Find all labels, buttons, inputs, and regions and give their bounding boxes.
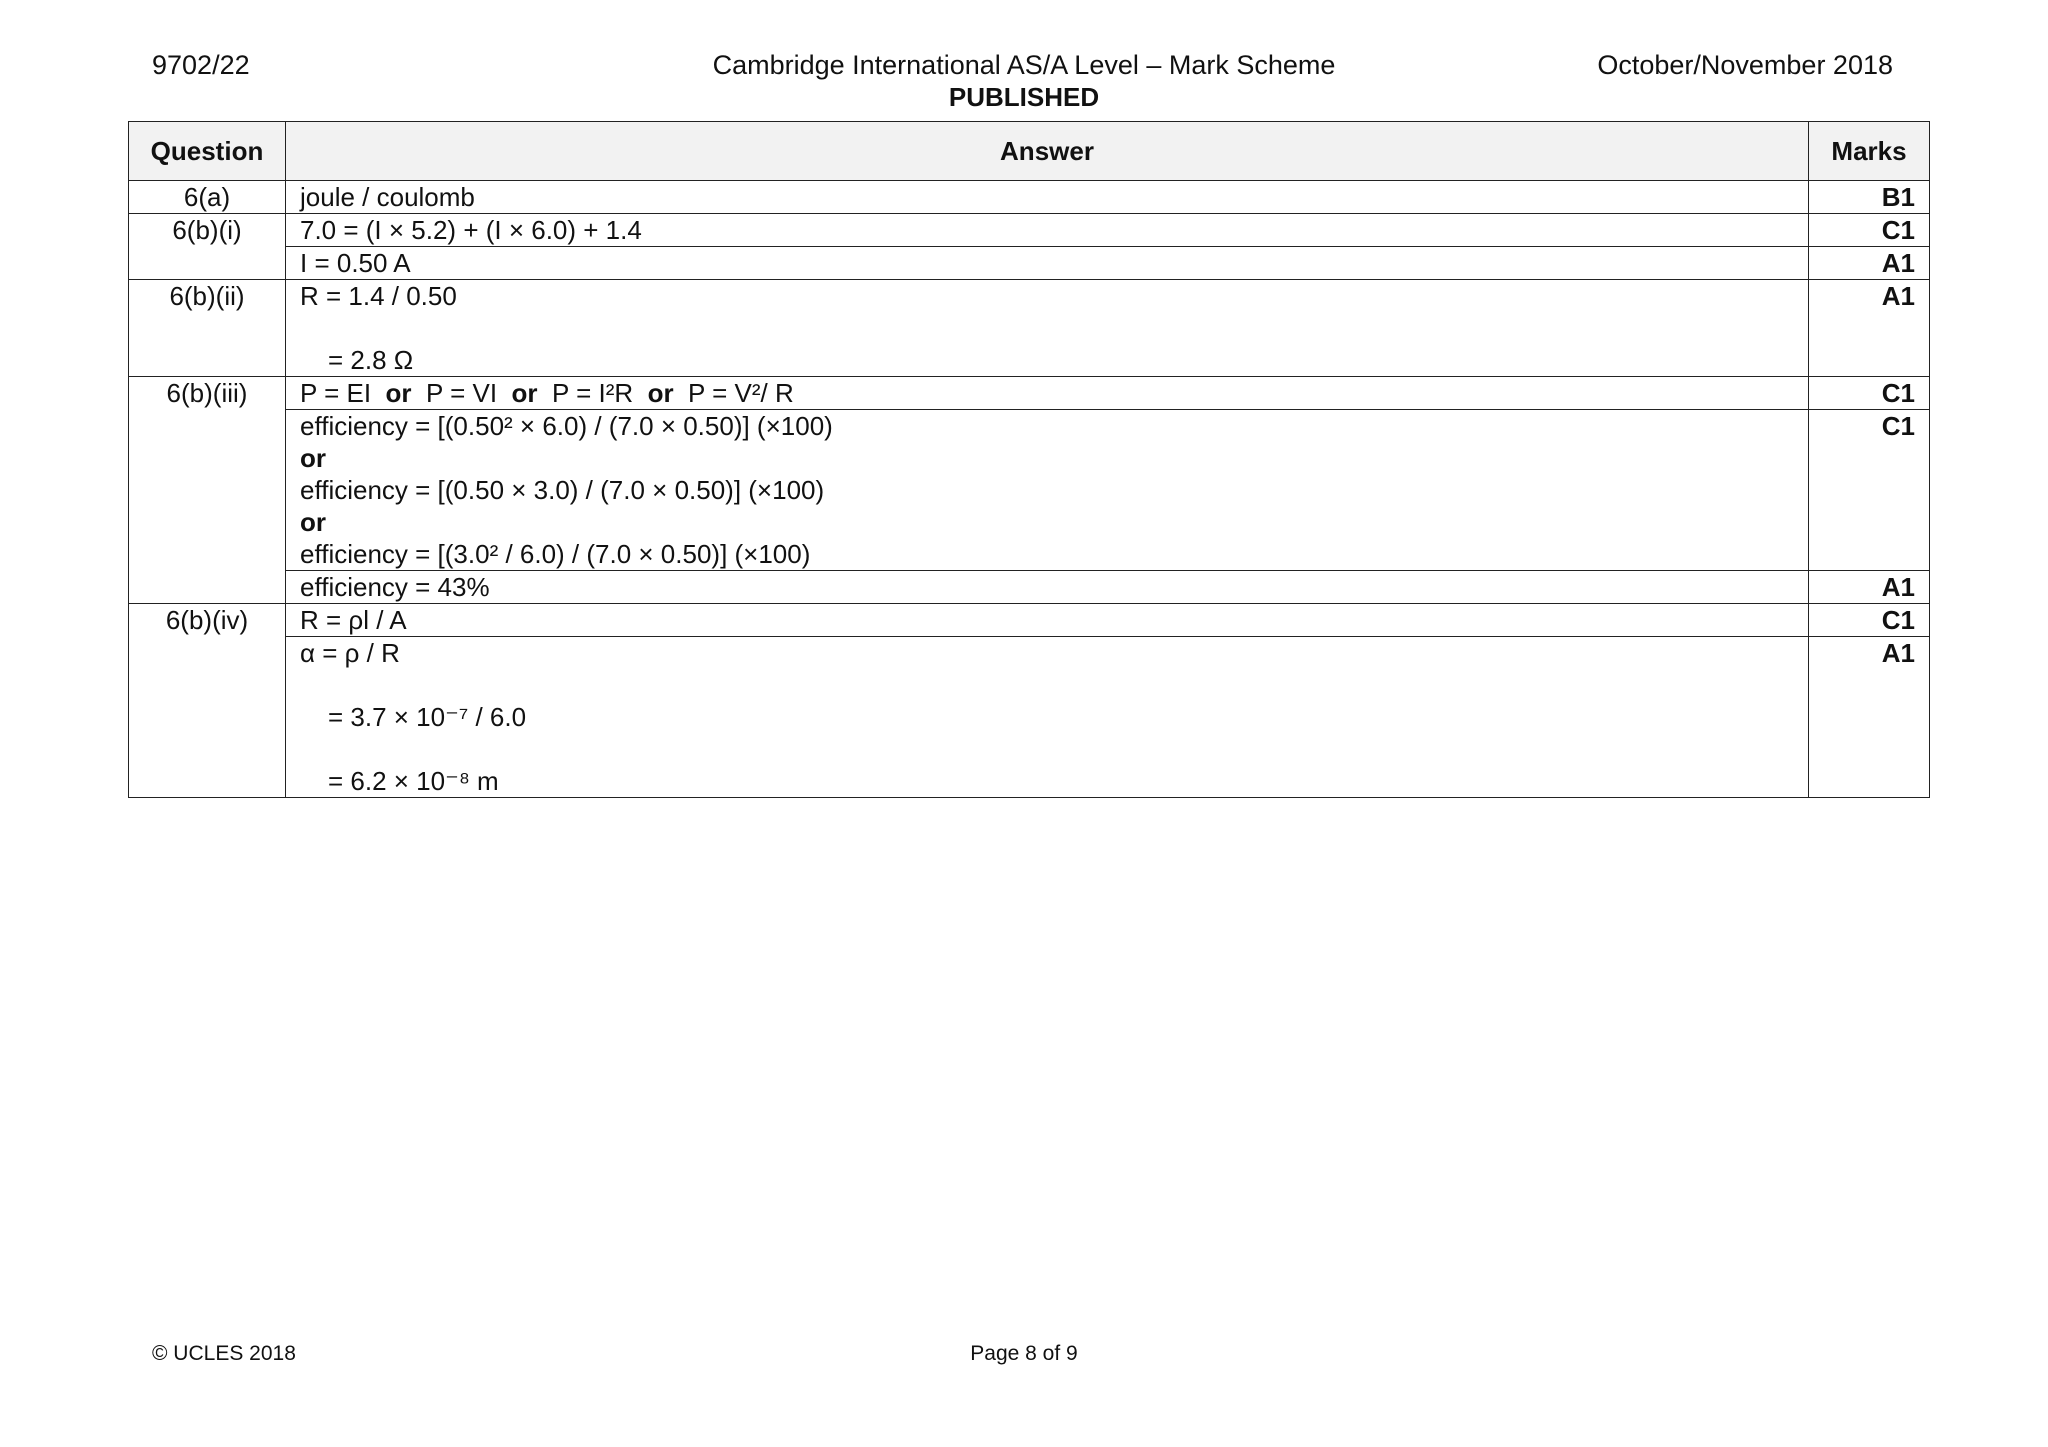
table-row [129, 181, 1930, 214]
table-row [129, 280, 1930, 377]
power-formula: P = I²R [551, 378, 634, 408]
column-header-marks: Marks [1809, 122, 1930, 181]
answer-line: efficiency = [(0.50² × 6.0) / (7.0 × 0.50)] (×100) [300, 411, 833, 441]
or-connector: or [300, 507, 326, 537]
power-formula: P = V²/ R [688, 378, 794, 408]
power-formula: P = VI [425, 378, 498, 408]
answer-cell [286, 280, 1809, 377]
header-paper-code: 9702/22 [152, 50, 250, 80]
header-title: Cambridge International AS/A Level – Mark Scheme [712, 50, 1336, 80]
table-row [129, 571, 1930, 604]
answer-cell [286, 410, 1809, 571]
answer-cell [286, 637, 1809, 798]
mark-cell: A1 [1809, 247, 1930, 280]
answer-cell: I = 0.50 A [286, 247, 1809, 280]
or-connector: or [511, 378, 538, 408]
answer-line: = 2.8 Ω [328, 345, 414, 375]
table-row [129, 247, 1930, 280]
header-date: October/November 2018 [1597, 50, 1893, 80]
question-number: 6(b)(i) [129, 214, 286, 280]
or-connector: or [385, 378, 412, 408]
mark-cell: A1 [1809, 280, 1930, 377]
mark-scheme-table [128, 121, 1930, 798]
question-number: 6(b)(ii) [129, 280, 286, 377]
table-header-row [129, 122, 1930, 181]
answer-line: R = 1.4 / 0.50 [300, 281, 457, 311]
power-formula: P = EI [300, 378, 372, 408]
table-row [129, 410, 1930, 571]
answer-line: = 6.2 × 10⁻⁸ m [328, 766, 499, 796]
table-row [129, 377, 1930, 410]
column-header-answer: Answer [286, 122, 1809, 181]
answer-line: efficiency = [(0.50 × 3.0) / (7.0 × 0.50)] (×100) [300, 475, 825, 505]
or-connector: or [647, 378, 674, 408]
mark-cell: B1 [1809, 181, 1930, 214]
mark-cell: C1 [1809, 604, 1930, 637]
mark-cell: A1 [1809, 571, 1930, 604]
header-published: PUBLISHED [948, 82, 1100, 112]
answer-cell [286, 377, 1809, 410]
mark-cell: A1 [1809, 637, 1930, 798]
question-number: 6(b)(iii) [129, 377, 286, 604]
mark-cell: C1 [1809, 214, 1930, 247]
footer-copyright: © UCLES 2018 [152, 1342, 296, 1365]
question-number: 6(a) [129, 181, 286, 214]
table-row [129, 214, 1930, 247]
answer-line: = 3.7 × 10⁻⁷ / 6.0 [328, 702, 527, 732]
answer-line: α = ρ / R [300, 638, 400, 668]
table-row [129, 637, 1930, 798]
or-connector: or [300, 443, 326, 473]
column-header-question: Question [129, 122, 286, 181]
table-row [129, 604, 1930, 637]
answer-cell: efficiency = 43% [286, 571, 1809, 604]
answer-cell: joule / coulomb [286, 181, 1809, 214]
answer-cell: R = ρl / A [286, 604, 1809, 637]
mark-cell: C1 [1809, 377, 1930, 410]
answer-cell: 7.0 = (I × 5.2) + (I × 6.0) + 1.4 [286, 214, 1809, 247]
footer-page-number: Page 8 of 9 [970, 1342, 1078, 1365]
mark-cell: C1 [1809, 410, 1930, 571]
answer-line: efficiency = [(3.0² / 6.0) / (7.0 × 0.50)] (×100) [300, 539, 811, 569]
question-number: 6(b)(iv) [129, 604, 286, 798]
